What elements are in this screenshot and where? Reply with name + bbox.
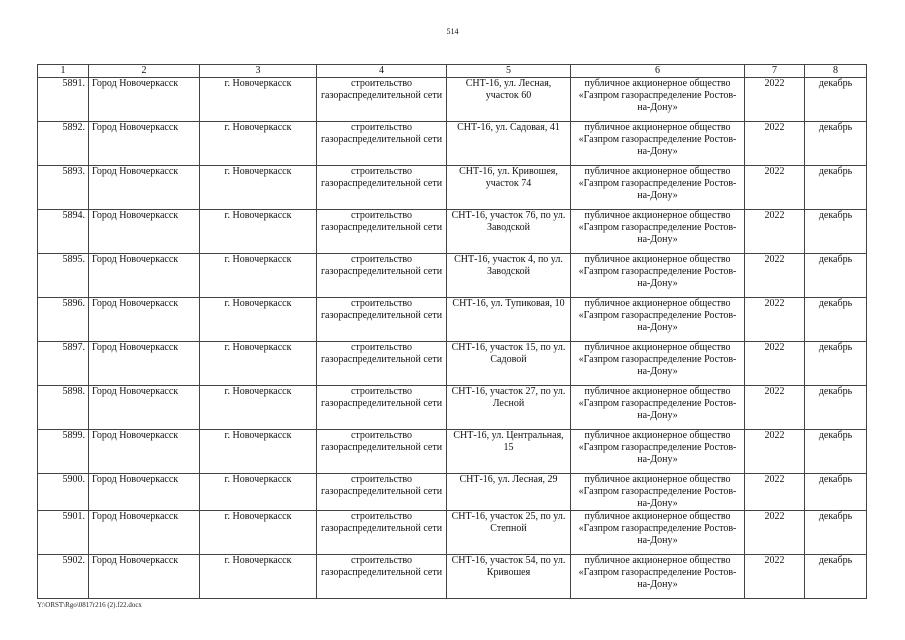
cell-year: 2022 xyxy=(745,298,805,342)
cell-year: 2022 xyxy=(745,254,805,298)
cell-row-number: 5893. xyxy=(38,166,89,210)
cell-organization: публичное акционерное общество «Газпром газораспределение Ростов-на-Дону» xyxy=(571,511,745,555)
cell-month: декабрь xyxy=(805,254,867,298)
cell-year: 2022 xyxy=(745,511,805,555)
cell-month: декабрь xyxy=(805,555,867,599)
table-row xyxy=(38,342,867,386)
cell-organization: публичное акционерное общество «Газпром газораспределение Ростов-на-Дону» xyxy=(571,78,745,122)
cell-organization: публичное акционерное общество «Газпром газораспределение Ростов-на-Дону» xyxy=(571,386,745,430)
cell-organization: публичное акционерное общество «Газпром газораспределение Ростов-на-Дону» xyxy=(571,298,745,342)
cell-activity: строительство газораспределительной сети xyxy=(317,342,447,386)
cell-row-number: 5894. xyxy=(38,210,89,254)
cell-month: декабрь xyxy=(805,298,867,342)
cell-month: декабрь xyxy=(805,342,867,386)
page-number: 514 xyxy=(446,27,459,36)
cell-year: 2022 xyxy=(745,78,805,122)
table-row xyxy=(38,210,867,254)
cell-municipality: Город Новочеркасск xyxy=(89,78,200,122)
cell-row-number: 5897. xyxy=(38,342,89,386)
registry-table xyxy=(37,64,867,599)
cell-row-number: 5892. xyxy=(38,122,89,166)
cell-activity: строительство газораспределительной сети xyxy=(317,430,447,474)
cell-month: декабрь xyxy=(805,511,867,555)
cell-month: декабрь xyxy=(805,78,867,122)
table-row xyxy=(38,474,867,511)
cell-month: декабрь xyxy=(805,474,867,511)
cell-row-number: 5896. xyxy=(38,298,89,342)
cell-municipality: Город Новочеркасск xyxy=(89,342,200,386)
cell-activity: строительство газораспределительной сети xyxy=(317,122,447,166)
cell-settlement: г. Новочеркасск xyxy=(200,342,317,386)
table-row xyxy=(38,298,867,342)
column-header: 7 xyxy=(745,65,805,78)
cell-settlement: г. Новочеркасск xyxy=(200,122,317,166)
cell-municipality: Город Новочеркасск xyxy=(89,210,200,254)
table-row xyxy=(38,430,867,474)
table-row xyxy=(38,254,867,298)
column-header: 6 xyxy=(571,65,745,78)
table-row xyxy=(38,122,867,166)
cell-address: СНТ-16, участок 27, по ул. Лесной xyxy=(447,386,571,430)
table-row xyxy=(38,386,867,430)
cell-municipality: Город Новочеркасск xyxy=(89,166,200,210)
column-header: 1 xyxy=(38,65,89,78)
cell-month: декабрь xyxy=(805,430,867,474)
cell-year: 2022 xyxy=(745,210,805,254)
cell-month: декабрь xyxy=(805,166,867,210)
cell-address: СНТ-16, ул. Лесная, 29 xyxy=(447,474,571,511)
cell-municipality: Город Новочеркасск xyxy=(89,430,200,474)
cell-municipality: Город Новочеркасск xyxy=(89,511,200,555)
table-row xyxy=(38,166,867,210)
cell-address: СНТ-16, ул. Кривошея, участок 74 xyxy=(447,166,571,210)
cell-settlement: г. Новочеркасск xyxy=(200,511,317,555)
cell-organization: публичное акционерное общество «Газпром газораспределение Ростов-на-Дону» xyxy=(571,254,745,298)
cell-address: СНТ-16, участок 54, по ул. Кривошея xyxy=(447,555,571,599)
cell-organization: публичное акционерное общество «Газпром газораспределение Ростов-на-Дону» xyxy=(571,210,745,254)
cell-municipality: Город Новочеркасск xyxy=(89,122,200,166)
column-header: 2 xyxy=(89,65,200,78)
cell-settlement: г. Новочеркасск xyxy=(200,210,317,254)
cell-month: декабрь xyxy=(805,386,867,430)
cell-municipality: Город Новочеркасск xyxy=(89,254,200,298)
cell-row-number: 5901. xyxy=(38,511,89,555)
column-header: 8 xyxy=(805,65,867,78)
cell-organization: публичное акционерное общество «Газпром газораспределение Ростов-на-Дону» xyxy=(571,166,745,210)
cell-municipality: Город Новочеркасск xyxy=(89,474,200,511)
table-row xyxy=(38,555,867,599)
cell-row-number: 5891. xyxy=(38,78,89,122)
cell-organization: публичное акционерное общество «Газпром газораспределение Ростов-на-Дону» xyxy=(571,122,745,166)
cell-settlement: г. Новочеркасск xyxy=(200,166,317,210)
cell-organization: публичное акционерное общество «Газпром газораспределение Ростов-на-Дону» xyxy=(571,430,745,474)
cell-address: СНТ-16, участок 4, по ул. Заводской xyxy=(447,254,571,298)
cell-settlement: г. Новочеркасск xyxy=(200,474,317,511)
column-header: 4 xyxy=(317,65,447,78)
cell-row-number: 5899. xyxy=(38,430,89,474)
cell-year: 2022 xyxy=(745,474,805,511)
cell-address: СНТ-16, ул. Садовая, 41 xyxy=(447,122,571,166)
cell-settlement: г. Новочеркасск xyxy=(200,430,317,474)
footer-file-path: Y:\ORST\Rgo\0817r216 (2).f22.docx xyxy=(37,601,142,609)
cell-activity: строительство газораспределительной сети xyxy=(317,511,447,555)
table-header-row xyxy=(38,65,867,78)
cell-address: СНТ-16, участок 25, по ул. Степной xyxy=(447,511,571,555)
cell-address: СНТ-16, участок 76, по ул. Заводской xyxy=(447,210,571,254)
cell-address: СНТ-16, ул. Центральная, 15 xyxy=(447,430,571,474)
cell-year: 2022 xyxy=(745,386,805,430)
cell-year: 2022 xyxy=(745,342,805,386)
column-header: 5 xyxy=(447,65,571,78)
cell-year: 2022 xyxy=(745,166,805,210)
cell-row-number: 5900. xyxy=(38,474,89,511)
cell-activity: строительство газораспределительной сети xyxy=(317,254,447,298)
cell-organization: публичное акционерное общество «Газпром газораспределение Ростов-на-Дону» xyxy=(571,474,745,511)
cell-activity: строительство газораспределительной сети xyxy=(317,298,447,342)
cell-activity: строительство газораспределительной сети xyxy=(317,386,447,430)
cell-year: 2022 xyxy=(745,122,805,166)
cell-organization: публичное акционерное общество «Газпром газораспределение Ростов-на-Дону» xyxy=(571,342,745,386)
cell-month: декабрь xyxy=(805,122,867,166)
cell-municipality: Город Новочеркасск xyxy=(89,386,200,430)
cell-year: 2022 xyxy=(745,430,805,474)
cell-activity: строительство газораспределительной сети xyxy=(317,474,447,511)
cell-settlement: г. Новочеркасск xyxy=(200,555,317,599)
cell-settlement: г. Новочеркасск xyxy=(200,298,317,342)
cell-activity: строительство газораспределительной сети xyxy=(317,210,447,254)
cell-address: СНТ-16, ул. Тупиковая, 10 xyxy=(447,298,571,342)
cell-address: СНТ-16, ул. Лесная, участок 60 xyxy=(447,78,571,122)
table-row xyxy=(38,511,867,555)
cell-row-number: 5898. xyxy=(38,386,89,430)
cell-row-number: 5902. xyxy=(38,555,89,599)
column-header: 3 xyxy=(200,65,317,78)
cell-municipality: Город Новочеркасск xyxy=(89,298,200,342)
cell-address: СНТ-16, участок 15, по ул. Садовой xyxy=(447,342,571,386)
table-row xyxy=(38,78,867,122)
cell-activity: строительство газораспределительной сети xyxy=(317,78,447,122)
cell-row-number: 5895. xyxy=(38,254,89,298)
cell-settlement: г. Новочеркасск xyxy=(200,254,317,298)
cell-activity: строительство газораспределительной сети xyxy=(317,555,447,599)
cell-year: 2022 xyxy=(745,555,805,599)
cell-activity: строительство газораспределительной сети xyxy=(317,166,447,210)
cell-settlement: г. Новочеркасск xyxy=(200,78,317,122)
table-body xyxy=(38,78,867,599)
cell-month: декабрь xyxy=(805,210,867,254)
cell-municipality: Город Новочеркасск xyxy=(89,555,200,599)
cell-organization: публичное акционерное общество «Газпром газораспределение Ростов-на-Дону» xyxy=(571,555,745,599)
cell-settlement: г. Новочеркасск xyxy=(200,386,317,430)
